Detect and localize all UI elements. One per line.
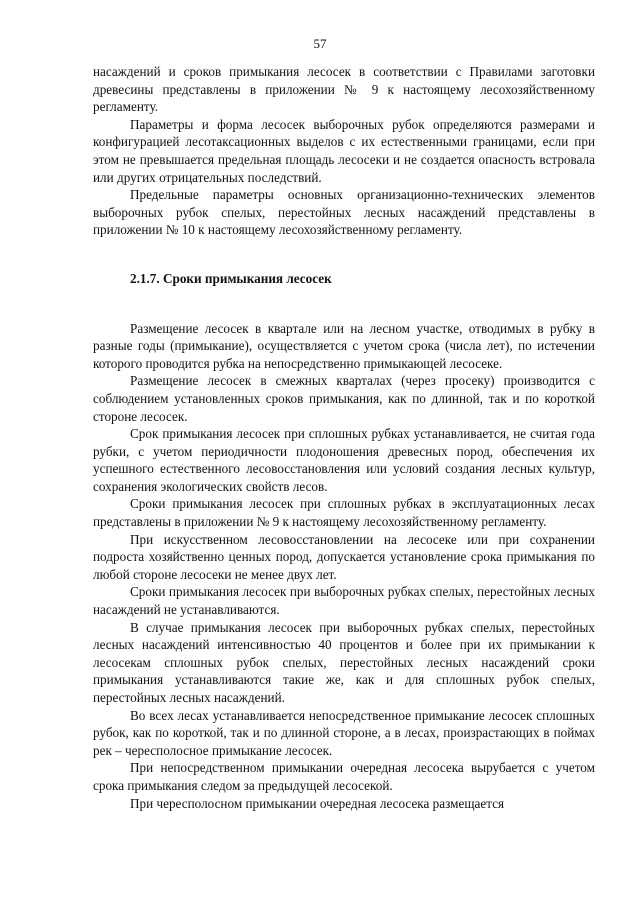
paragraph: При чересполосном примыкании очередная лесосека размещается bbox=[130, 795, 505, 811]
paragraph: Размещение лесосек в смежных кварталах (через просеку) производится с соблюдением установленных сроков примыкания, как по длинной, так и по короткой стороне лесосек. bbox=[93, 373, 595, 424]
page-number: 57 bbox=[313, 36, 327, 51]
paragraph: Сроки примыкания лесосек при выборочных рубках спелых, перестойных лесных насаждений не устанавливаются. bbox=[93, 584, 595, 618]
paragraph: При искусственном лесовосстановлении на лесосеке или при сохранении подроста хозяйственно ценных пород, допускается установление срока примыкания по любой стороне лесосеки не менее двух лет. bbox=[93, 531, 595, 582]
paragraph: насаждений и сроков примыкания лесосек в соответствии с Правилами заготовки древесины представлены в приложении № 9 к настоящему лесохозяйственному регламенту. bbox=[93, 64, 595, 115]
paragraph: Параметры и форма лесосек выборочных рубок определяются размерами и конфигурацией лесотаксационных выделов с их естественными границами, если при этом не превышается предельная площадь лесосеки и не создается опасность встровала или других отрицательных последствий. bbox=[93, 116, 595, 185]
paragraph: В случае примыкания лесосек при выборочных рубках спелых, перестойных лесных насаждений интенсивностью 40 процентов и более при их примыкании к лесосекам сплошных рубок спелых, перестойных лесных насаждений сроки примыкания устанавливаются такие же, как и для сплошных рубок спелых, перестойных лесных насаждений. bbox=[93, 619, 595, 705]
paragraph: Срок примыкания лесосек при сплошных рубках устанавливается, не считая года рубки, с учетом периодичности плодоношения древесных пород, обеспечения их успешного естественного лесовосстановления или условий создания лесных культур, сохранения экологических свойств лесов. bbox=[93, 426, 595, 494]
section-heading: 2.1.7. Сроки примыкания лесосек bbox=[130, 270, 332, 286]
document-body bbox=[93, 63, 595, 812]
paragraph: При непосредственном примыкании очередная лесосека вырубается с учетом срока примыкания следом за предыдущей лесосекой. bbox=[93, 760, 595, 793]
paragraph: Предельные параметры основных организационно-технических элементов выборочных рубок спелых, перестойных лесных насаждений представлены в приложении № 10 к настоящему лесохозяйственному регламенту. bbox=[93, 187, 595, 238]
paragraph: Размещение лесосек в квартале или на лесном участке, отводимых в рубку в разные годы (примыкание), осуществляется с учетом срока (числа лет), по истечении которого проводится рубка на непосредственно примыкающей лесосеке. bbox=[93, 320, 595, 371]
paragraph: Сроки примыкания лесосек при сплошных рубках в эксплуатационных лесах представлены в приложении № 9 к настоящему лесохозяйственному регламенту. bbox=[93, 496, 595, 530]
paragraph: Во всех лесах устанавливается непосредственное примыкание лесосек сплошных рубок, как по короткой, так и по длинной стороне, а в лесах, произрастающих в поймах рек – чересполосное примыкание лесосек. bbox=[93, 707, 595, 758]
